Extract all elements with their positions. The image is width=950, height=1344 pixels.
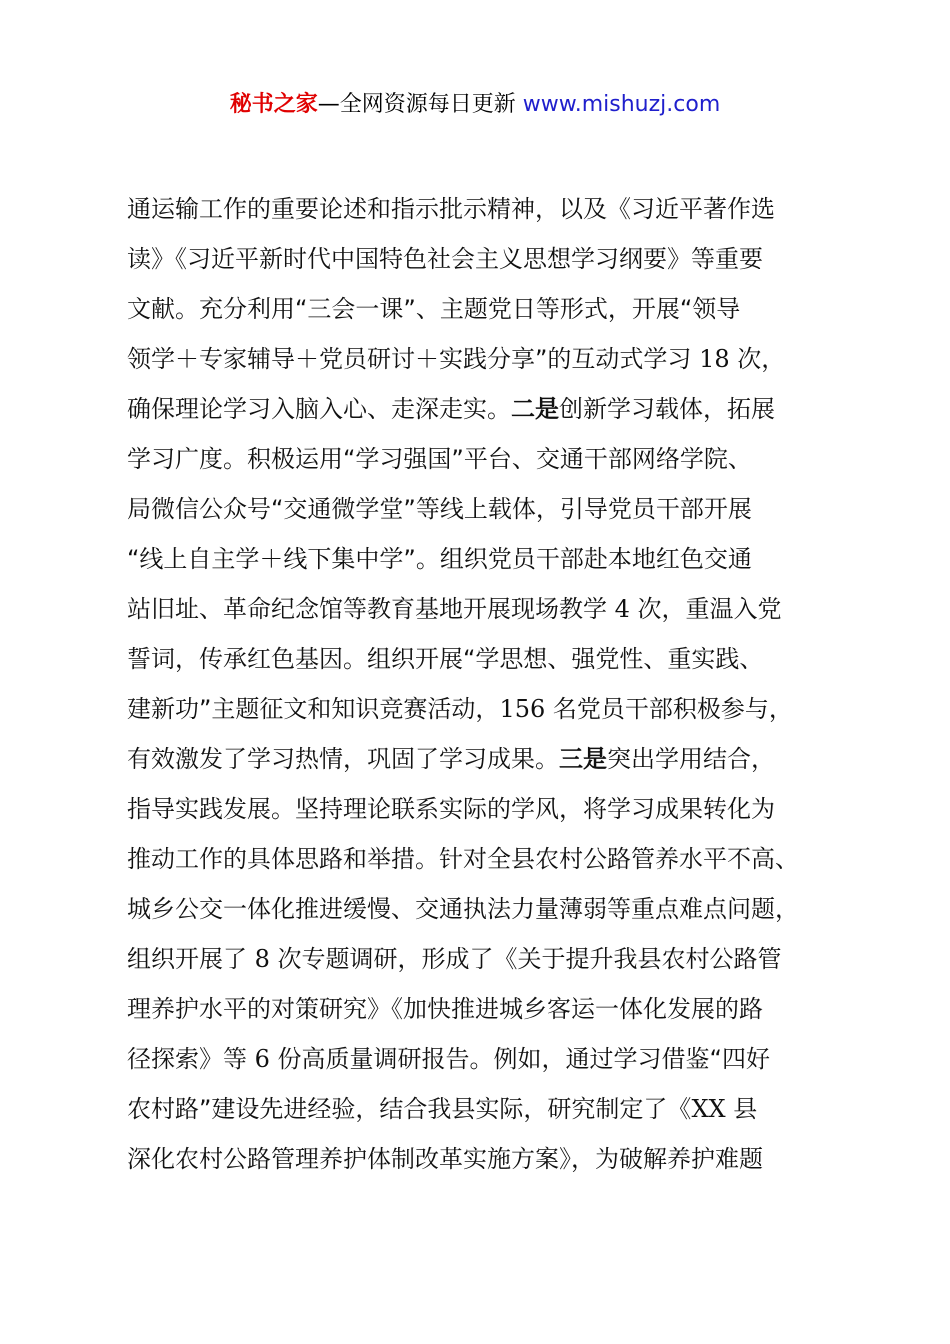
number-text: 18 [699, 345, 730, 373]
text-segment: 名党员干部积极参与， [545, 695, 793, 723]
text-segment: 有效激发了学习热情，巩固了学习成果。 [127, 745, 559, 773]
number-text: XX [691, 1095, 726, 1123]
page-header [0, 88, 950, 122]
text-line [127, 1034, 867, 1084]
text-segment: “线上自主学＋线下集中学”。组织党员干部赴本地红色交通 [127, 545, 752, 573]
text-line [127, 984, 867, 1034]
emphasis-text: 三是 [559, 745, 607, 773]
site-url-link[interactable]: www.mishuzj.com [522, 92, 721, 117]
text-segment: 文献。充分利用“三会一课”、主题党日等形式，开展“领导 [127, 295, 741, 323]
text-segment: 农村路”建设先进经验，结合我县实际，研究制定了《 [127, 1095, 692, 1123]
text-line [127, 434, 867, 484]
text-line [127, 384, 867, 434]
text-segment: 次， [729, 345, 786, 373]
text-segment: 局微信公众号“交通微学堂”等线上载体，引导党员干部开展 [127, 495, 752, 523]
text-segment: 指导实践发展。坚持理论联系实际的学风，将学习成果转化为 [127, 795, 775, 823]
text-segment: 领学＋专家辅导＋党员研讨＋实践分享”的互动式学习 [127, 345, 700, 373]
text-segment: 突出学用结合， [607, 745, 775, 773]
text-line [127, 884, 867, 934]
text-segment: 县 [725, 1095, 758, 1123]
text-segment: 份高质量调研报告。例如，通过学习借鉴“四好 [269, 1045, 770, 1073]
text-line [127, 184, 867, 234]
text-line [127, 1084, 867, 1134]
text-line [127, 634, 867, 684]
text-line [127, 534, 867, 584]
text-segment: 理养护水平的对策研究》《加快推进城乡客运一体化发展的路 [127, 995, 763, 1023]
text-line [127, 734, 867, 784]
text-segment: 径探索》等 [127, 1045, 255, 1073]
text-segment: 站旧址、革命纪念馆等教育基地开展现场教学 [127, 595, 615, 623]
number-text: 4 [614, 595, 630, 623]
body-text [127, 184, 867, 1184]
text-segment: 创新学习载体，拓展 [559, 395, 775, 423]
text-line [127, 234, 867, 284]
emphasis-text: 二是 [511, 395, 559, 423]
text-segment: 次，重温入党 [629, 595, 782, 623]
number-text: 8 [254, 945, 270, 973]
text-line [127, 584, 867, 634]
text-line [127, 934, 867, 984]
text-line [127, 484, 867, 534]
text-line [127, 784, 867, 834]
text-segment: 建新功”主题征文和知识竞赛活动， [127, 695, 500, 723]
text-segment: 确保理论学习入脑入心、走深走实。 [127, 395, 511, 423]
number-text: 156 [499, 695, 546, 723]
header-tagline: —全网资源每日更新 [317, 92, 523, 117]
text-segment: 次专题调研，形成了《关于提升我县农村公路管 [269, 945, 782, 973]
text-segment: 读》《习近平新时代中国特色社会主义思想学习纲要》等重要 [127, 245, 763, 273]
text-segment: 学习广度。积极运用“学习强国”平台、交通干部网络学院、 [127, 445, 752, 473]
text-segment: 誓词，传承红色基因。组织开展“学思想、强党性、重实践、 [127, 645, 764, 673]
text-line [127, 284, 867, 334]
text-segment: 推动工作的具体思路和举措。针对全县农村公路管养水平不高、 [127, 845, 799, 873]
text-line [127, 684, 867, 734]
text-segment: 深化农村公路管理养护体制改革实施方案》，为破解养护难题 [127, 1145, 763, 1173]
text-line [127, 834, 867, 884]
text-segment: 通运输工作的重要论述和指示批示精神，以及《习近平著作选 [127, 195, 775, 223]
number-text: 6 [254, 1045, 270, 1073]
text-line [127, 1134, 867, 1184]
brand-name: 秘书之家 [229, 92, 318, 117]
text-line [127, 334, 867, 384]
text-segment: 城乡公交一体化推进缓慢、交通执法力量薄弱等重点难点问题， [127, 895, 799, 923]
text-segment: 组织开展了 [127, 945, 255, 973]
